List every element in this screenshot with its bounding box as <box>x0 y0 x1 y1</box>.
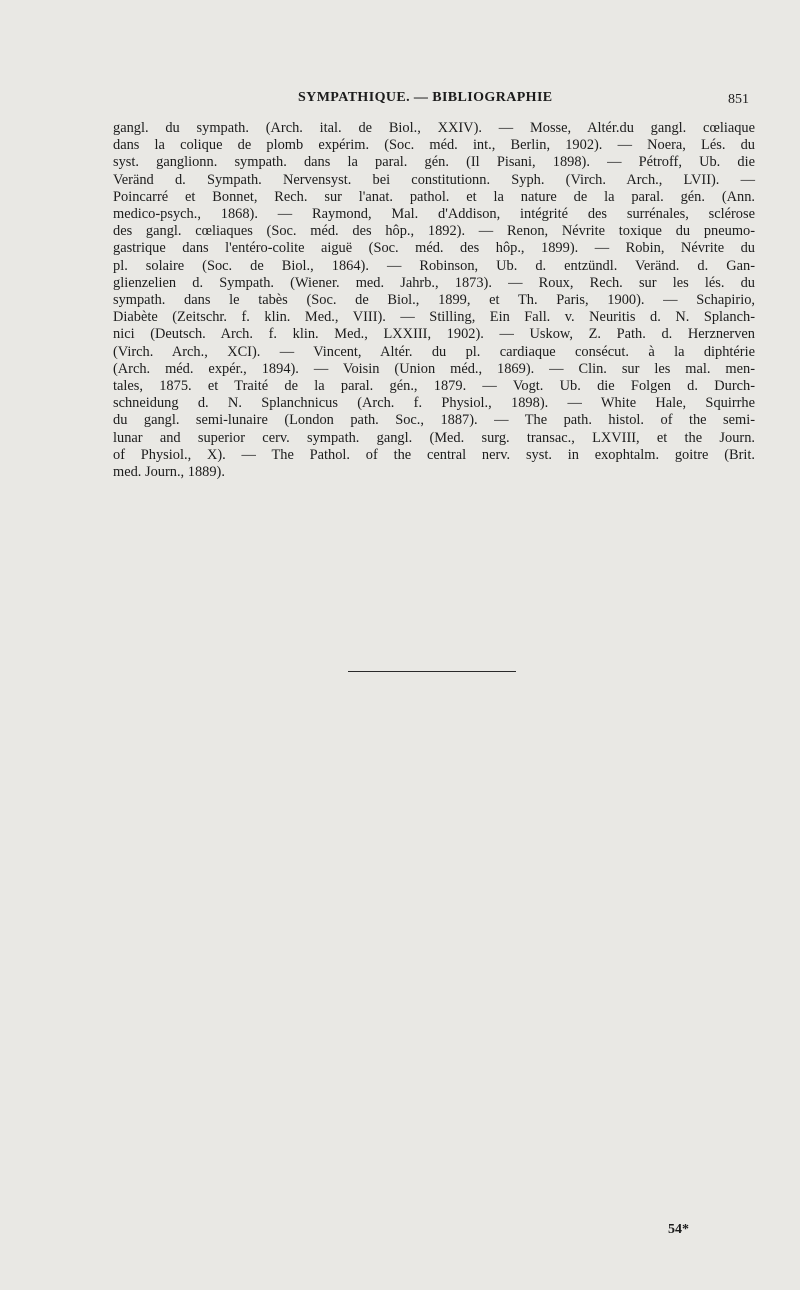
text-line: des gangl. cœliaques (Soc. méd. des hôp., 1892). — Renon, Névrite toxique du pneumo- <box>113 223 755 240</box>
text-line: Veränd d. Sympath. Nervensyst. bei constitutionn. Syph. (Virch. Arch., LVII). — <box>113 171 755 188</box>
text-line: Poincarré et Bonnet, Rech. sur l'anat. pathol. et la nature de la paral. gén. (Ann. <box>113 188 755 205</box>
text-line: glienzelien d. Sympath. (Wiener. med. Jahrb., 1873). — Roux, Rech. sur les lés. du <box>113 274 755 291</box>
text-line: medico-psych., 1868). — Raymond, Mal. d'Addison, intégrité des surrénales, sclérose <box>113 206 755 223</box>
text-line: schneidung d. N. Splanchnicus (Arch. f. Physiol., 1898). — White Hale, Squirrhe <box>113 395 755 412</box>
text-line: (Arch. méd. expér., 1894). — Voisin (Union méd., 1869). — Clin. sur les mal. men- <box>113 360 755 377</box>
text-line: of Physiol., X). — The Pathol. of the central nerv. syst. in exophtalm. goitre (Brit. <box>113 446 755 463</box>
text-line: sympath. dans le tabès (Soc. de Biol., 1899, et Th. Paris, 1900). — Schapirio, <box>113 292 755 309</box>
page-number: 851 <box>728 92 749 107</box>
text-line: (Virch. Arch., XCI). — Vincent, Altér. du pl. cardiaque consécut. à la diphtérie <box>113 343 755 360</box>
text-line: gangl. du sympath. (Arch. ital. de Biol., XXIV). — Mosse, Altér.du gangl. cœliaque <box>113 120 755 136</box>
text-line: med. Journ., 1889). <box>113 464 225 481</box>
text-line: syst. ganglionn. sympath. dans la paral. gén. (Il Pisani, 1898). — Pétroff, Ub. die <box>113 154 755 171</box>
text-line: dans la colique de plomb expérim. (Soc. méd. int., Berlin, 1902). — Noera, Lés. du <box>113 137 755 154</box>
text-line: Diabète (Zeitschr. f. klin. Med., VIII). — Stilling, Ein Fall. v. Neuritis d. N. Splanch- <box>113 309 755 326</box>
running-title: SYMPATHIQUE. — BIBLIOGRAPHIE <box>298 90 553 105</box>
text-line: tales, 1875. et Traité de la paral. gén., 1879. — Vogt. Ub. die Folgen d. Durch- <box>113 378 755 395</box>
text-line: pl. solaire (Soc. de Biol., 1864). — Robinson, Ub. d. entzündl. Veränd. d. Gan- <box>113 257 755 274</box>
text-line: lunar and superior cerv. sympath. gangl. (Med. surg. transac., LXVIII, et the Journ. <box>113 429 755 446</box>
bibliography-paragraph <box>113 120 755 481</box>
section-divider-rule <box>348 671 516 672</box>
text-line: nici (Deutsch. Arch. f. klin. Med., LXXIII, 1902). — Uskow, Z. Path. d. Herznerven <box>113 326 755 343</box>
text-line: du gangl. semi-lunaire (London path. Soc., 1887). — The path. histol. of the semi- <box>113 412 755 429</box>
signature-mark: 54* <box>668 1222 689 1237</box>
text-line: gastrique dans l'entéro-colite aiguë (Soc. méd. des hôp., 1899). — Robin, Névrite du <box>113 240 755 257</box>
